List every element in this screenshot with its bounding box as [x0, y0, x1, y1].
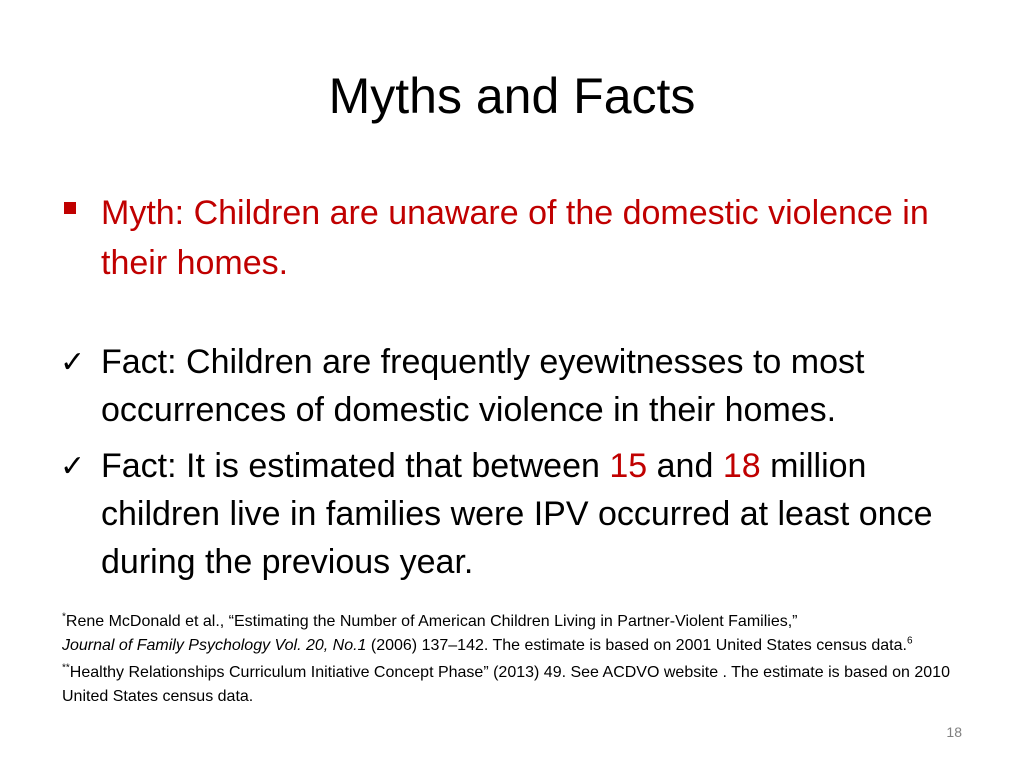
footnote-2 — [62, 661, 992, 709]
fact-2-number-high: 18 — [722, 447, 761, 485]
fact-statement-2 — [101, 442, 971, 586]
footnote-1-journal: Journal of Family Psychology Vol. 20, No.1 — [62, 637, 367, 654]
slide-title: Myths and Facts — [328, 68, 696, 124]
footnotes — [62, 610, 992, 709]
footnote-2-citation: Healthy Relationships Curriculum Initiative Concept Phase” (2013) 49. See ACDVO website . The estimate is based on 2010 United States census data. — [62, 664, 950, 705]
footnote-1-reference: 6 — [906, 635, 913, 647]
fact-2-text-end: million children live in families were IPV occurred at least once during the previous year. — [101, 447, 933, 581]
footnote-1-citation: Rene McDonald et al., “Estimating the Number of American Children Living in Partner-Violent Families,” — [65, 613, 798, 630]
footnote-1-marker: * — [62, 611, 66, 623]
footnote-1-details: (2006) 137–142. The estimate is based on 2001 United States census data. — [366, 637, 907, 654]
page-number: 18 — [946, 724, 962, 740]
fact-2-text-start: Fact: It is estimated that between — [101, 447, 610, 485]
footnote-2-marker: ** — [62, 662, 70, 674]
checkmark-icon: ✓ — [60, 346, 86, 379]
square-bullet-icon — [64, 202, 76, 214]
fact-statement-1: Fact: Children are frequently eyewitnesses to most occurrences of domestic violence in their homes. — [101, 343, 865, 429]
fact-2-number-low: 15 — [609, 447, 648, 485]
checkmark-icon: ✓ — [60, 450, 86, 483]
footnote-1 — [62, 610, 992, 658]
myth-statement: Myth: Children are unaware of the domestic violence in their homes. — [101, 194, 929, 282]
fact-2-text-middle: and — [647, 447, 723, 485]
